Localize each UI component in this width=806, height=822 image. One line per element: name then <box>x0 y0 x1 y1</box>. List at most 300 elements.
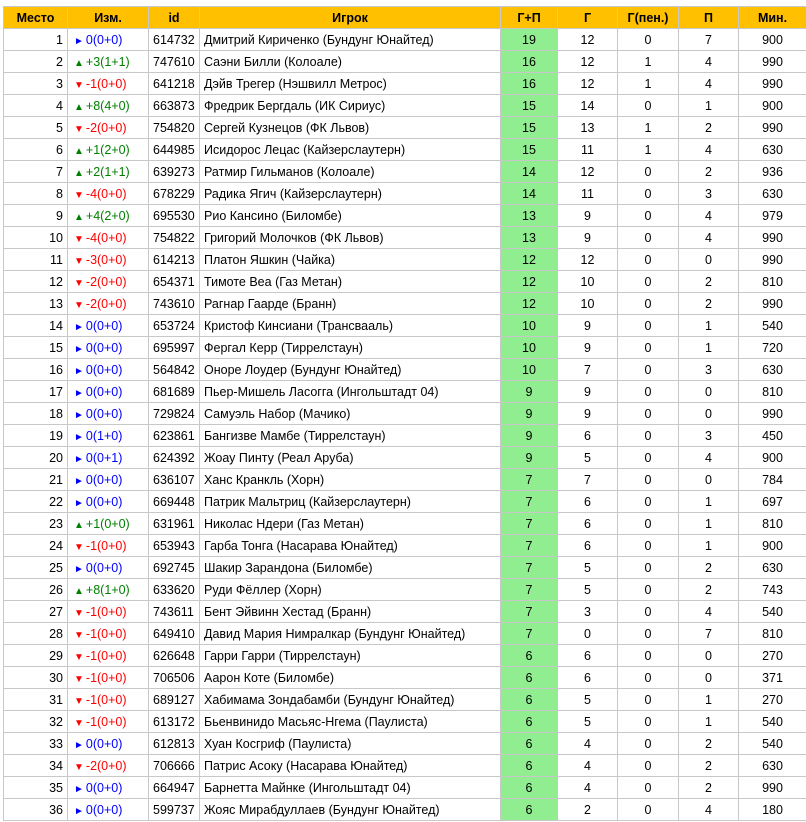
goals-plus-assists-cell[interactable]: 15 <box>501 139 558 161</box>
goals-cell[interactable]: 12 <box>558 73 618 95</box>
penalty-goals-cell[interactable]: 0 <box>618 183 679 205</box>
goals-cell[interactable]: 9 <box>558 227 618 249</box>
penalty-goals-cell[interactable]: 0 <box>618 315 679 337</box>
assists-cell[interactable]: 3 <box>679 183 739 205</box>
assists-cell[interactable]: 2 <box>679 579 739 601</box>
minutes-cell[interactable]: 784 <box>739 469 806 491</box>
change-cell[interactable] <box>68 645 149 667</box>
goals-cell[interactable]: 12 <box>558 161 618 183</box>
id-cell[interactable]: 614732 <box>149 29 200 51</box>
goals-plus-assists-cell[interactable]: 10 <box>501 315 558 337</box>
player-cell[interactable]: Гарри Гарри (Тиррелстаун) <box>200 645 501 667</box>
minutes-cell[interactable]: 990 <box>739 249 806 271</box>
assists-cell[interactable]: 1 <box>679 95 739 117</box>
assists-cell[interactable]: 1 <box>679 315 739 337</box>
penalty-goals-cell[interactable]: 0 <box>618 205 679 227</box>
minutes-cell[interactable]: 630 <box>739 755 806 777</box>
penalty-goals-cell[interactable]: 0 <box>618 645 679 667</box>
goals-plus-assists-cell[interactable]: 6 <box>501 667 558 689</box>
goals-cell[interactable]: 2 <box>558 799 618 821</box>
id-cell[interactable]: 626648 <box>149 645 200 667</box>
place-cell[interactable]: 15 <box>4 337 68 359</box>
change-cell[interactable] <box>68 227 149 249</box>
change-cell[interactable] <box>68 755 149 777</box>
minutes-cell[interactable]: 990 <box>739 117 806 139</box>
minutes-cell[interactable]: 180 <box>739 799 806 821</box>
change-cell[interactable] <box>68 403 149 425</box>
change-cell[interactable] <box>68 557 149 579</box>
penalty-goals-cell[interactable]: 0 <box>618 601 679 623</box>
assists-cell[interactable]: 4 <box>679 601 739 623</box>
assists-cell[interactable]: 0 <box>679 469 739 491</box>
minutes-cell[interactable]: 936 <box>739 161 806 183</box>
player-cell[interactable]: Сергей Кузнецов (ФК Львов) <box>200 117 501 139</box>
place-cell[interactable]: 12 <box>4 271 68 293</box>
player-cell[interactable]: Дэйв Трегер (Нэшвилл Метрос) <box>200 73 501 95</box>
place-cell[interactable]: 33 <box>4 733 68 755</box>
player-cell[interactable]: Тимоте Веа (Газ Метан) <box>200 271 501 293</box>
header-player[interactable]: Игрок <box>200 7 501 29</box>
assists-cell[interactable]: 0 <box>679 645 739 667</box>
goals-cell[interactable]: 14 <box>558 95 618 117</box>
goals-plus-assists-cell[interactable]: 6 <box>501 645 558 667</box>
id-cell[interactable]: 649410 <box>149 623 200 645</box>
change-cell[interactable] <box>68 535 149 557</box>
goals-plus-assists-cell[interactable]: 10 <box>501 359 558 381</box>
goals-plus-assists-cell[interactable]: 13 <box>501 227 558 249</box>
player-cell[interactable]: Ханс Кранкль (Хорн) <box>200 469 501 491</box>
goals-plus-assists-cell[interactable]: 7 <box>501 601 558 623</box>
header-change[interactable]: Изм. <box>68 7 149 29</box>
minutes-cell[interactable]: 990 <box>739 403 806 425</box>
id-cell[interactable]: 631961 <box>149 513 200 535</box>
minutes-cell[interactable]: 720 <box>739 337 806 359</box>
id-cell[interactable]: 695530 <box>149 205 200 227</box>
place-cell[interactable]: 4 <box>4 95 68 117</box>
goals-plus-assists-cell[interactable]: 12 <box>501 249 558 271</box>
player-cell[interactable]: Саэни Билли (Колоале) <box>200 51 501 73</box>
goals-cell[interactable]: 6 <box>558 645 618 667</box>
goals-plus-assists-cell[interactable]: 16 <box>501 51 558 73</box>
assists-cell[interactable]: 4 <box>679 447 739 469</box>
goals-cell[interactable]: 6 <box>558 667 618 689</box>
player-cell[interactable]: Гарба Тонга (Насарава Юнайтед) <box>200 535 501 557</box>
assists-cell[interactable]: 1 <box>679 491 739 513</box>
assists-cell[interactable]: 4 <box>679 227 739 249</box>
place-cell[interactable]: 32 <box>4 711 68 733</box>
change-cell[interactable] <box>68 29 149 51</box>
goals-plus-assists-cell[interactable]: 6 <box>501 689 558 711</box>
minutes-cell[interactable]: 540 <box>739 315 806 337</box>
assists-cell[interactable]: 2 <box>679 161 739 183</box>
penalty-goals-cell[interactable]: 0 <box>618 425 679 447</box>
goals-plus-assists-cell[interactable]: 7 <box>501 535 558 557</box>
penalty-goals-cell[interactable]: 0 <box>618 491 679 513</box>
assists-cell[interactable]: 4 <box>679 139 739 161</box>
goals-plus-assists-cell[interactable]: 9 <box>501 403 558 425</box>
header-assists[interactable]: П <box>679 7 739 29</box>
player-cell[interactable]: Самуэль Набор (Мачико) <box>200 403 501 425</box>
goals-cell[interactable]: 6 <box>558 535 618 557</box>
assists-cell[interactable]: 0 <box>679 381 739 403</box>
goals-cell[interactable]: 10 <box>558 271 618 293</box>
id-cell[interactable]: 729824 <box>149 403 200 425</box>
id-cell[interactable]: 654371 <box>149 271 200 293</box>
player-cell[interactable]: Фергал Керр (Тиррелстаун) <box>200 337 501 359</box>
goals-plus-assists-cell[interactable]: 6 <box>501 777 558 799</box>
change-cell[interactable] <box>68 381 149 403</box>
place-cell[interactable]: 14 <box>4 315 68 337</box>
assists-cell[interactable]: 1 <box>679 513 739 535</box>
minutes-cell[interactable]: 990 <box>739 51 806 73</box>
minutes-cell[interactable]: 900 <box>739 95 806 117</box>
goals-cell[interactable]: 5 <box>558 579 618 601</box>
change-cell[interactable] <box>68 711 149 733</box>
goals-cell[interactable]: 7 <box>558 359 618 381</box>
goals-cell[interactable]: 12 <box>558 249 618 271</box>
change-cell[interactable] <box>68 293 149 315</box>
assists-cell[interactable]: 0 <box>679 667 739 689</box>
minutes-cell[interactable]: 810 <box>739 513 806 535</box>
change-cell[interactable] <box>68 799 149 821</box>
place-cell[interactable]: 34 <box>4 755 68 777</box>
player-cell[interactable]: Хуан Косгриф (Паулиста) <box>200 733 501 755</box>
place-cell[interactable]: 29 <box>4 645 68 667</box>
penalty-goals-cell[interactable]: 0 <box>618 95 679 117</box>
penalty-goals-cell[interactable]: 0 <box>618 799 679 821</box>
goals-cell[interactable]: 5 <box>558 557 618 579</box>
minutes-cell[interactable]: 630 <box>739 183 806 205</box>
goals-cell[interactable]: 3 <box>558 601 618 623</box>
place-cell[interactable]: 10 <box>4 227 68 249</box>
place-cell[interactable]: 9 <box>4 205 68 227</box>
player-cell[interactable]: Фредрик Бергдаль (ИК Сириус) <box>200 95 501 117</box>
player-cell[interactable]: Григорий Молочков (ФК Львов) <box>200 227 501 249</box>
player-cell[interactable]: Николас Ндери (Газ Метан) <box>200 513 501 535</box>
goals-plus-assists-cell[interactable]: 9 <box>501 425 558 447</box>
player-cell[interactable]: Жоау Пинту (Реал Аруба) <box>200 447 501 469</box>
place-cell[interactable]: 16 <box>4 359 68 381</box>
player-cell[interactable]: Аарон Коте (Биломбе) <box>200 667 501 689</box>
goals-cell[interactable]: 6 <box>558 425 618 447</box>
id-cell[interactable]: 706506 <box>149 667 200 689</box>
goals-plus-assists-cell[interactable]: 14 <box>501 161 558 183</box>
id-cell[interactable]: 754820 <box>149 117 200 139</box>
goals-plus-assists-cell[interactable]: 7 <box>501 557 558 579</box>
change-cell[interactable] <box>68 491 149 513</box>
player-cell[interactable]: Барнетта Майнке (Ингольштадт 04) <box>200 777 501 799</box>
id-cell[interactable]: 614213 <box>149 249 200 271</box>
minutes-cell[interactable]: 979 <box>739 205 806 227</box>
penalty-goals-cell[interactable]: 0 <box>618 403 679 425</box>
change-cell[interactable] <box>68 183 149 205</box>
assists-cell[interactable]: 7 <box>679 29 739 51</box>
penalty-goals-cell[interactable]: 0 <box>618 711 679 733</box>
change-cell[interactable] <box>68 689 149 711</box>
place-cell[interactable]: 7 <box>4 161 68 183</box>
goals-cell[interactable]: 4 <box>558 755 618 777</box>
assists-cell[interactable]: 1 <box>679 337 739 359</box>
id-cell[interactable]: 754822 <box>149 227 200 249</box>
minutes-cell[interactable]: 697 <box>739 491 806 513</box>
penalty-goals-cell[interactable]: 0 <box>618 623 679 645</box>
goals-cell[interactable]: 12 <box>558 51 618 73</box>
player-cell[interactable]: Бангизве Мамбе (Тиррелстаун) <box>200 425 501 447</box>
goals-plus-assists-cell[interactable]: 6 <box>501 799 558 821</box>
header-place[interactable]: Место <box>4 7 68 29</box>
assists-cell[interactable]: 0 <box>679 249 739 271</box>
assists-cell[interactable]: 1 <box>679 689 739 711</box>
id-cell[interactable]: 706666 <box>149 755 200 777</box>
goals-plus-assists-cell[interactable]: 6 <box>501 733 558 755</box>
player-cell[interactable]: Кристоф Кинсиани (Трансвааль) <box>200 315 501 337</box>
goals-cell[interactable]: 12 <box>558 29 618 51</box>
place-cell[interactable]: 36 <box>4 799 68 821</box>
change-cell[interactable] <box>68 73 149 95</box>
place-cell[interactable]: 2 <box>4 51 68 73</box>
assists-cell[interactable]: 7 <box>679 623 739 645</box>
id-cell[interactable]: 743610 <box>149 293 200 315</box>
player-cell[interactable]: Шакир Зарандона (Биломбе) <box>200 557 501 579</box>
goals-plus-assists-cell[interactable]: 12 <box>501 271 558 293</box>
assists-cell[interactable]: 2 <box>679 777 739 799</box>
id-cell[interactable]: 664947 <box>149 777 200 799</box>
goals-cell[interactable]: 10 <box>558 293 618 315</box>
id-cell[interactable]: 653943 <box>149 535 200 557</box>
id-cell[interactable]: 613172 <box>149 711 200 733</box>
change-cell[interactable] <box>68 337 149 359</box>
minutes-cell[interactable]: 270 <box>739 645 806 667</box>
assists-cell[interactable]: 0 <box>679 403 739 425</box>
place-cell[interactable]: 26 <box>4 579 68 601</box>
player-cell[interactable]: Бент Эйвинн Хестад (Бранн) <box>200 601 501 623</box>
goals-plus-assists-cell[interactable]: 14 <box>501 183 558 205</box>
place-cell[interactable]: 1 <box>4 29 68 51</box>
place-cell[interactable]: 31 <box>4 689 68 711</box>
change-cell[interactable] <box>68 667 149 689</box>
minutes-cell[interactable]: 540 <box>739 733 806 755</box>
header-id[interactable]: id <box>149 7 200 29</box>
goals-cell[interactable]: 6 <box>558 513 618 535</box>
id-cell[interactable]: 641218 <box>149 73 200 95</box>
goals-plus-assists-cell[interactable]: 10 <box>501 337 558 359</box>
change-cell[interactable] <box>68 447 149 469</box>
player-cell[interactable]: Жояс Мирабдуллаев (Бундунг Юнайтед) <box>200 799 501 821</box>
change-cell[interactable] <box>68 359 149 381</box>
minutes-cell[interactable]: 900 <box>739 535 806 557</box>
assists-cell[interactable]: 3 <box>679 425 739 447</box>
id-cell[interactable]: 669448 <box>149 491 200 513</box>
penalty-goals-cell[interactable]: 0 <box>618 293 679 315</box>
assists-cell[interactable]: 1 <box>679 535 739 557</box>
player-cell[interactable]: Ратмир Гильманов (Колоале) <box>200 161 501 183</box>
goals-plus-assists-cell[interactable]: 16 <box>501 73 558 95</box>
place-cell[interactable]: 3 <box>4 73 68 95</box>
penalty-goals-cell[interactable]: 0 <box>618 535 679 557</box>
place-cell[interactable]: 35 <box>4 777 68 799</box>
id-cell[interactable]: 747610 <box>149 51 200 73</box>
goals-plus-assists-cell[interactable]: 7 <box>501 623 558 645</box>
change-cell[interactable] <box>68 425 149 447</box>
change-cell[interactable] <box>68 315 149 337</box>
minutes-cell[interactable]: 900 <box>739 29 806 51</box>
assists-cell[interactable]: 2 <box>679 733 739 755</box>
goals-cell[interactable]: 5 <box>558 689 618 711</box>
player-cell[interactable]: Оноре Лоудер (Бундунг Юнайтед) <box>200 359 501 381</box>
header-goals-plus-assists[interactable]: Г+П <box>501 7 558 29</box>
goals-plus-assists-cell[interactable]: 7 <box>501 513 558 535</box>
minutes-cell[interactable]: 270 <box>739 689 806 711</box>
goals-cell[interactable]: 5 <box>558 711 618 733</box>
minutes-cell[interactable]: 900 <box>739 447 806 469</box>
place-cell[interactable]: 27 <box>4 601 68 623</box>
minutes-cell[interactable]: 990 <box>739 73 806 95</box>
place-cell[interactable]: 30 <box>4 667 68 689</box>
penalty-goals-cell[interactable]: 0 <box>618 777 679 799</box>
id-cell[interactable]: 695997 <box>149 337 200 359</box>
goals-cell[interactable]: 9 <box>558 205 618 227</box>
penalty-goals-cell[interactable]: 1 <box>618 51 679 73</box>
goals-plus-assists-cell[interactable]: 6 <box>501 755 558 777</box>
penalty-goals-cell[interactable]: 0 <box>618 227 679 249</box>
change-cell[interactable] <box>68 777 149 799</box>
goals-cell[interactable]: 11 <box>558 139 618 161</box>
goals-cell[interactable]: 5 <box>558 447 618 469</box>
id-cell[interactable]: 624392 <box>149 447 200 469</box>
goals-plus-assists-cell[interactable]: 6 <box>501 711 558 733</box>
player-cell[interactable]: Дмитрий Кириченко (Бундунг Юнайтед) <box>200 29 501 51</box>
header-minutes[interactable]: Мин. <box>739 7 806 29</box>
change-cell[interactable] <box>68 161 149 183</box>
goals-cell[interactable]: 6 <box>558 491 618 513</box>
id-cell[interactable]: 743611 <box>149 601 200 623</box>
player-cell[interactable]: Хабимама Зондабамби (Бундунг Юнайтед) <box>200 689 501 711</box>
id-cell[interactable]: 623861 <box>149 425 200 447</box>
goals-plus-assists-cell[interactable]: 7 <box>501 469 558 491</box>
goals-plus-assists-cell[interactable]: 7 <box>501 579 558 601</box>
id-cell[interactable]: 633620 <box>149 579 200 601</box>
id-cell[interactable]: 692745 <box>149 557 200 579</box>
assists-cell[interactable]: 2 <box>679 117 739 139</box>
minutes-cell[interactable]: 540 <box>739 601 806 623</box>
goals-cell[interactable]: 9 <box>558 381 618 403</box>
change-cell[interactable] <box>68 139 149 161</box>
minutes-cell[interactable]: 630 <box>739 139 806 161</box>
goals-cell[interactable]: 7 <box>558 469 618 491</box>
assists-cell[interactable]: 2 <box>679 755 739 777</box>
penalty-goals-cell[interactable]: 0 <box>618 755 679 777</box>
penalty-goals-cell[interactable]: 0 <box>618 29 679 51</box>
goals-plus-assists-cell[interactable]: 19 <box>501 29 558 51</box>
change-cell[interactable] <box>68 469 149 491</box>
place-cell[interactable]: 19 <box>4 425 68 447</box>
penalty-goals-cell[interactable]: 0 <box>618 447 679 469</box>
player-cell[interactable]: Рио Кансино (Биломбе) <box>200 205 501 227</box>
place-cell[interactable]: 18 <box>4 403 68 425</box>
place-cell[interactable]: 5 <box>4 117 68 139</box>
minutes-cell[interactable]: 810 <box>739 381 806 403</box>
goals-cell[interactable]: 4 <box>558 733 618 755</box>
change-cell[interactable] <box>68 249 149 271</box>
penalty-goals-cell[interactable]: 0 <box>618 161 679 183</box>
minutes-cell[interactable]: 630 <box>739 557 806 579</box>
header-penalty-goals[interactable]: Г(пен.) <box>618 7 679 29</box>
player-cell[interactable]: Патрик Мальтриц (Кайзерслаутерн) <box>200 491 501 513</box>
player-cell[interactable]: Платон Яшкин (Чайка) <box>200 249 501 271</box>
place-cell[interactable]: 13 <box>4 293 68 315</box>
minutes-cell[interactable]: 810 <box>739 623 806 645</box>
penalty-goals-cell[interactable]: 1 <box>618 73 679 95</box>
id-cell[interactable]: 663873 <box>149 95 200 117</box>
place-cell[interactable]: 11 <box>4 249 68 271</box>
penalty-goals-cell[interactable]: 1 <box>618 117 679 139</box>
penalty-goals-cell[interactable]: 0 <box>618 337 679 359</box>
place-cell[interactable]: 25 <box>4 557 68 579</box>
change-cell[interactable] <box>68 117 149 139</box>
change-cell[interactable] <box>68 733 149 755</box>
minutes-cell[interactable]: 990 <box>739 293 806 315</box>
place-cell[interactable]: 6 <box>4 139 68 161</box>
player-cell[interactable]: Радика Ягич (Кайзерслаутерн) <box>200 183 501 205</box>
assists-cell[interactable]: 2 <box>679 271 739 293</box>
change-cell[interactable] <box>68 623 149 645</box>
id-cell[interactable]: 599737 <box>149 799 200 821</box>
goals-cell[interactable]: 13 <box>558 117 618 139</box>
player-cell[interactable]: Патрис Асоку (Насарава Юнайтед) <box>200 755 501 777</box>
place-cell[interactable]: 21 <box>4 469 68 491</box>
penalty-goals-cell[interactable]: 0 <box>618 689 679 711</box>
change-cell[interactable] <box>68 51 149 73</box>
penalty-goals-cell[interactable]: 0 <box>618 513 679 535</box>
minutes-cell[interactable]: 630 <box>739 359 806 381</box>
goals-cell[interactable]: 0 <box>558 623 618 645</box>
change-cell[interactable] <box>68 601 149 623</box>
assists-cell[interactable]: 4 <box>679 73 739 95</box>
assists-cell[interactable]: 3 <box>679 359 739 381</box>
place-cell[interactable]: 24 <box>4 535 68 557</box>
header-goals[interactable]: Г <box>558 7 618 29</box>
penalty-goals-cell[interactable]: 1 <box>618 139 679 161</box>
goals-cell[interactable]: 4 <box>558 777 618 799</box>
assists-cell[interactable]: 4 <box>679 51 739 73</box>
minutes-cell[interactable]: 743 <box>739 579 806 601</box>
penalty-goals-cell[interactable]: 0 <box>618 579 679 601</box>
penalty-goals-cell[interactable]: 0 <box>618 271 679 293</box>
minutes-cell[interactable]: 990 <box>739 777 806 799</box>
goals-cell[interactable]: 9 <box>558 315 618 337</box>
change-cell[interactable] <box>68 205 149 227</box>
place-cell[interactable]: 8 <box>4 183 68 205</box>
id-cell[interactable]: 612813 <box>149 733 200 755</box>
goals-plus-assists-cell[interactable]: 9 <box>501 447 558 469</box>
goals-plus-assists-cell[interactable]: 7 <box>501 491 558 513</box>
change-cell[interactable] <box>68 579 149 601</box>
penalty-goals-cell[interactable]: 0 <box>618 359 679 381</box>
goals-plus-assists-cell[interactable]: 12 <box>501 293 558 315</box>
minutes-cell[interactable]: 371 <box>739 667 806 689</box>
penalty-goals-cell[interactable]: 0 <box>618 381 679 403</box>
penalty-goals-cell[interactable]: 0 <box>618 469 679 491</box>
player-cell[interactable]: Пьер-Мишель Ласогга (Ингольштадт 04) <box>200 381 501 403</box>
change-cell[interactable] <box>68 271 149 293</box>
minutes-cell[interactable]: 810 <box>739 271 806 293</box>
goals-plus-assists-cell[interactable]: 15 <box>501 117 558 139</box>
minutes-cell[interactable]: 450 <box>739 425 806 447</box>
assists-cell[interactable]: 4 <box>679 799 739 821</box>
id-cell[interactable]: 636107 <box>149 469 200 491</box>
assists-cell[interactable]: 2 <box>679 293 739 315</box>
penalty-goals-cell[interactable]: 0 <box>618 667 679 689</box>
